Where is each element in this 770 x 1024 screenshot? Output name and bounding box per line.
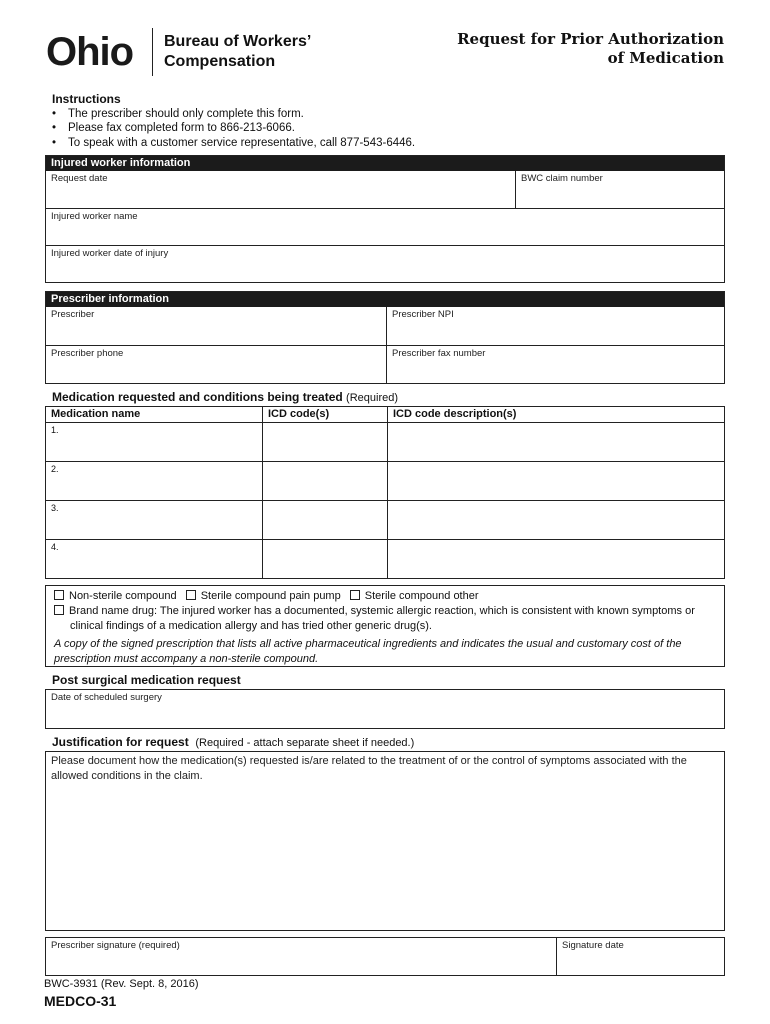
post-surgical-section bbox=[45, 689, 725, 729]
logo-divider bbox=[152, 28, 153, 76]
brand-name-label: Brand name drug: The injured worker has a documented, systemic allergic reaction, which is consistent with known symptoms or clinical findings of a medication allergy and has tried other generic drug(s). bbox=[69, 605, 695, 632]
justification-note: (Required - attach separate sheet if needed.) bbox=[195, 737, 415, 749]
prescriber-phone-field[interactable]: Prescriber phone bbox=[51, 348, 124, 359]
prescriber-npi-field[interactable]: Prescriber NPI bbox=[386, 307, 724, 345]
medication-name-cell[interactable]: 3. bbox=[51, 503, 59, 513]
non-sterile-label: Non-sterile compound bbox=[69, 590, 177, 602]
brand-name-row bbox=[54, 604, 716, 634]
compound-note: A copy of the signed prescription that lists all active pharmaceutical ingredients and indicates the usual and customary cost of the prescription must accompany a non-sterile compound. bbox=[54, 638, 682, 665]
instruction-item: • Please fax completed form to 866-213-6066. bbox=[52, 121, 722, 136]
compound-options bbox=[45, 585, 725, 667]
claim-number-field[interactable]: BWC claim number bbox=[515, 171, 724, 208]
instructions-list bbox=[52, 107, 722, 151]
icd-code-cell[interactable] bbox=[262, 423, 387, 461]
instructions-heading: Instructions bbox=[52, 92, 121, 106]
sterile-other-checkbox[interactable] bbox=[350, 590, 360, 600]
icd-description-cell[interactable] bbox=[387, 423, 724, 461]
sterile-pain-pump-label: Sterile compound pain pump bbox=[200, 590, 341, 602]
worker-name-field[interactable]: Injured worker name bbox=[51, 211, 138, 222]
justification-heading: Justification for request bbox=[52, 735, 189, 749]
logo-ohio-wordmark: Ohio bbox=[46, 30, 134, 74]
table-row bbox=[46, 539, 724, 578]
table-row bbox=[46, 500, 724, 539]
instructions bbox=[52, 92, 722, 150]
medication-name-cell[interactable]: 2. bbox=[51, 464, 59, 474]
prescriber-section bbox=[45, 291, 725, 384]
medication-heading: Medication requested and conditions being treated bbox=[52, 390, 343, 404]
medco-code: MEDCO-31 bbox=[44, 993, 117, 1009]
table-row bbox=[46, 461, 724, 500]
medication-section-title bbox=[52, 390, 398, 404]
column-icd-descriptions: ICD code description(s) bbox=[387, 407, 724, 422]
date-of-injury-field[interactable]: Injured worker date of injury bbox=[51, 248, 169, 259]
column-icd-codes: ICD code(s) bbox=[262, 407, 387, 422]
instruction-item: • To speak with a customer service representative, call 877-543-6446. bbox=[52, 136, 722, 151]
sterile-other-label: Sterile compound other bbox=[364, 590, 479, 602]
medication-table bbox=[45, 406, 725, 579]
prescriber-heading: Prescriber information bbox=[46, 292, 724, 307]
non-sterile-checkbox[interactable] bbox=[54, 590, 64, 600]
brand-name-checkbox[interactable] bbox=[54, 605, 64, 615]
injured-worker-heading: Injured worker information bbox=[46, 156, 724, 171]
surgery-date-field[interactable]: Date of scheduled surgery bbox=[51, 692, 162, 703]
form-code: BWC-3931 (Rev. Sept. 8, 2016) bbox=[44, 978, 199, 990]
request-date-field[interactable]: Request date bbox=[51, 173, 108, 184]
injured-worker-section bbox=[45, 155, 725, 283]
justification-section-title bbox=[52, 735, 414, 749]
medication-table-header bbox=[46, 407, 724, 422]
signature-date-field[interactable]: Signature date bbox=[556, 938, 724, 975]
sterile-pain-pump-checkbox[interactable] bbox=[186, 590, 196, 600]
medication-name-cell[interactable]: 1. bbox=[51, 425, 59, 435]
instruction-item: • The prescriber should only complete this form. bbox=[52, 107, 722, 122]
icd-code-cell[interactable] bbox=[262, 501, 387, 539]
icd-description-cell[interactable] bbox=[387, 540, 724, 578]
table-row bbox=[46, 422, 724, 461]
justification-instructions: Please document how the medication(s) requested is/are related to the treatment of or the control of symptoms associated with the allowed conditions in the claim. bbox=[51, 755, 687, 782]
compound-checkbox-row bbox=[54, 589, 716, 604]
icd-code-cell[interactable] bbox=[262, 462, 387, 500]
medication-name-cell[interactable]: 4. bbox=[51, 542, 59, 552]
signature-section bbox=[45, 937, 725, 976]
form-title: Request for Prior Authorization of Medication bbox=[457, 30, 724, 67]
icd-code-cell[interactable] bbox=[262, 540, 387, 578]
icd-description-cell[interactable] bbox=[387, 501, 724, 539]
agency-name: Bureau of Workers’ Compensation bbox=[164, 33, 312, 70]
post-surgical-heading: Post surgical medication request bbox=[52, 673, 241, 687]
icd-description-cell[interactable] bbox=[387, 462, 724, 500]
column-medication-name: Medication name bbox=[51, 408, 141, 420]
prescriber-signature-field[interactable]: Prescriber signature (required) bbox=[51, 940, 180, 951]
prescriber-fax-field[interactable]: Prescriber fax number bbox=[386, 346, 724, 383]
justification-box[interactable] bbox=[45, 751, 725, 931]
medication-required-note: (Required) bbox=[346, 392, 399, 404]
prescriber-field[interactable]: Prescriber bbox=[51, 309, 95, 320]
